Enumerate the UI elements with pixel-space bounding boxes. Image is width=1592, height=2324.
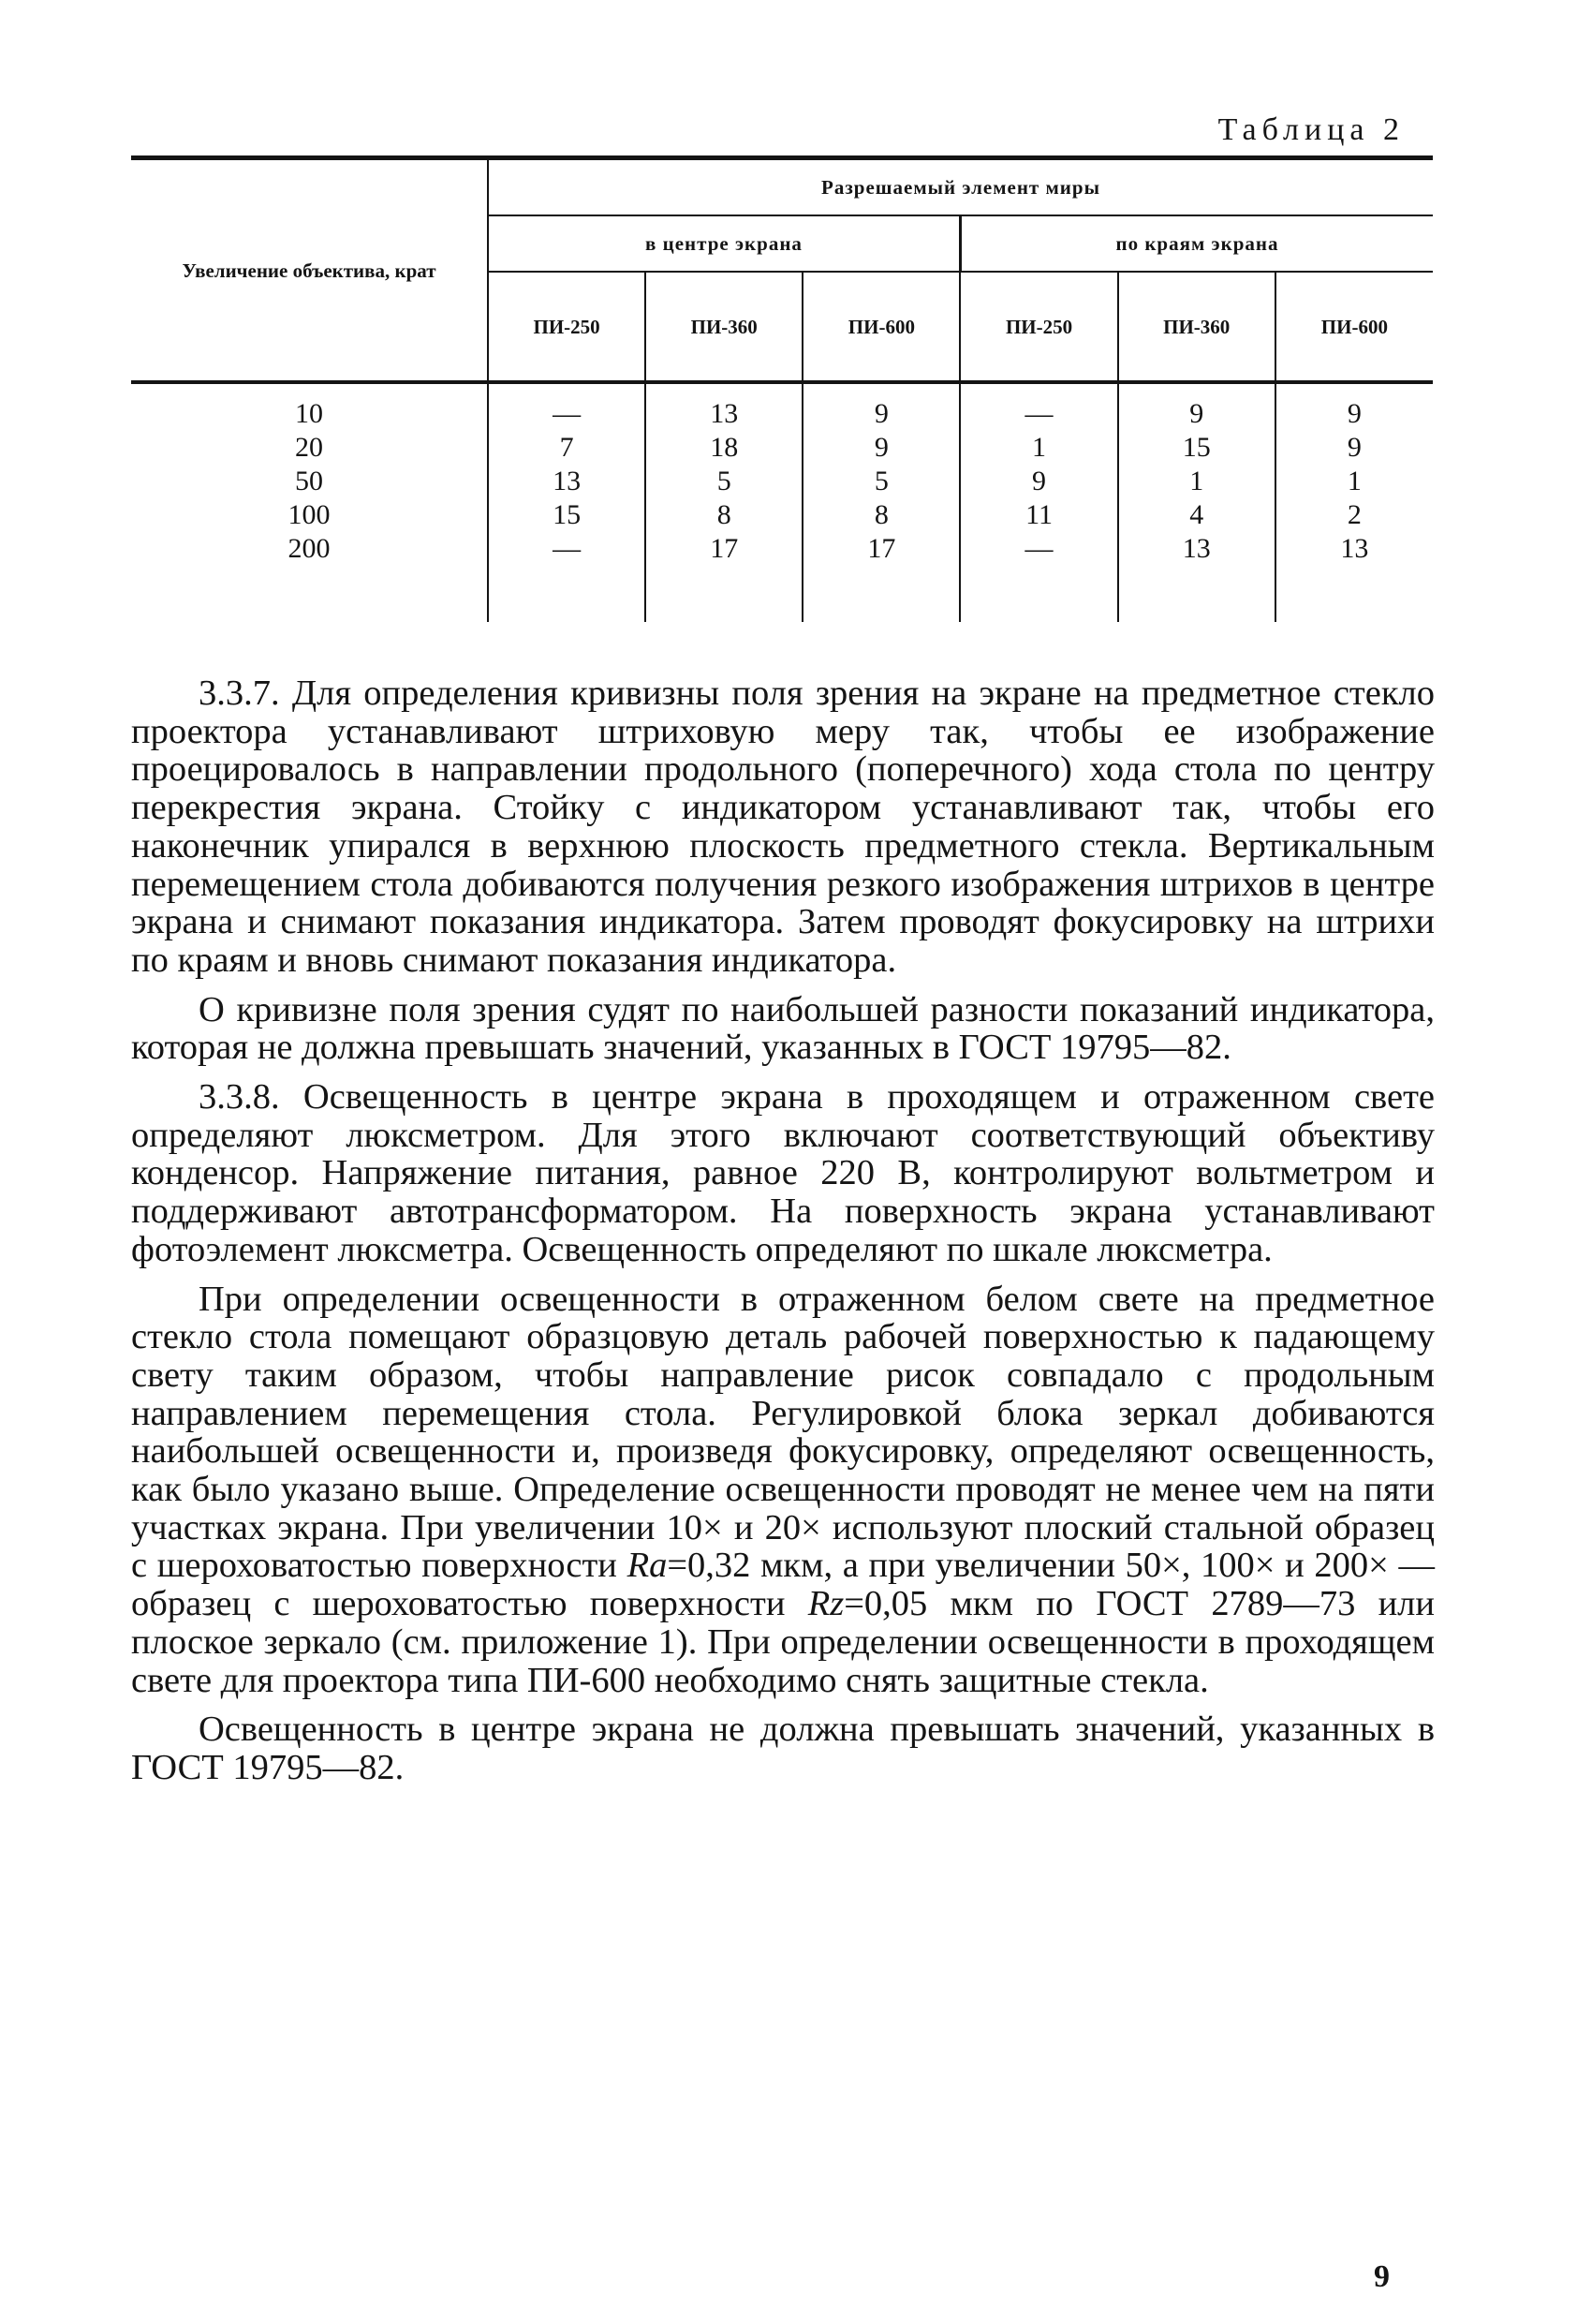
paragraph-3-3-7: 3.3.7. Для определения кривизны поля зрения на экране на предметное стекло проектора устанавливают штриховую меру так, чтобы ее изображение проецировалось в направлении продольного (поперечного) хода стола по центру перекрестия экрана. Стойку с индикатором устанавливают так, чтобы его наконечник упирался в верхнюю плоскость предметного стекла. Вертикальным перемещением стола добиваются получения резкого изображения штрихов в центре экрана и снимают показания индикатора. Затем проводят фокусировку на штрихи по краям и вновь снимают показания индикатора. [131, 674, 1435, 980]
header-center-group: в центре экрана [488, 215, 960, 272]
cell-magnification: 20 [295, 432, 323, 463]
table-row [131, 532, 1433, 566]
table-cell: — [488, 397, 645, 431]
cell-magnification: 10 [295, 398, 323, 429]
header-col-center-pi600: ПИ-600 [803, 272, 960, 380]
table-cell: 11 [960, 498, 1117, 532]
table-cell: 13 [1275, 532, 1433, 566]
table-cell: 9 [803, 431, 960, 465]
paragraph-reflected-light [131, 1280, 1435, 1700]
paragraph-text: При определении освещенности в отраженном белом свете на предметное стекло стола помещают образцовую деталь рабочей поверхностью к падающему свету таким образом, чтобы направление рисок совпадало с продольным направлением перемещения стола. Регулировкой блока зеркал добиваются наибольшей освещенности и, произведя фокусировку, определяют освещенность, как было указано выше. Определение освещенности проводят не менее чем на пяти участках экрана. При увеличении 10× и 20× используют плоский стальной образец с шероховатостью поверхности [131, 1279, 1435, 1586]
table-cell: 1 [960, 431, 1117, 465]
table-cell: 8 [645, 498, 803, 532]
table-cell: 9 [960, 465, 1117, 498]
table-cell: 9 [803, 397, 960, 431]
table-cell: 18 [645, 431, 803, 465]
table-spacer [131, 566, 1433, 622]
header-col-edge-pi250: ПИ-250 [960, 272, 1117, 380]
body-text [131, 674, 1435, 1787]
table-cell: 9 [1275, 431, 1433, 465]
header-resolved-element: Разрешаемый элемент миры [488, 160, 1433, 215]
table-row [131, 498, 1433, 532]
header-edge-group: по краям экрана [960, 215, 1433, 272]
paragraph-text: =0,32 мкм, а при увеличении 50×, 100× и 200× — образец с шероховатостью поверхности [131, 1546, 1435, 1624]
table-cell: 13 [1118, 532, 1275, 566]
roughness-symbol-ra: Ra [626, 1546, 668, 1586]
table-cell: 2 [1275, 498, 1433, 532]
table-cell: 17 [803, 532, 960, 566]
table-cell: 15 [1118, 431, 1275, 465]
table-cell: 7 [488, 431, 645, 465]
table-cell: — [488, 532, 645, 566]
resolution-table [131, 160, 1433, 622]
roughness-symbol-rz: Rz [807, 1584, 845, 1624]
paragraph-3-3-8: 3.3.8. Освещенность в центре экрана в проходящем и отраженном свете определяют люксметром. Для этого включают соответствующий объективу конденсор. Напряжение питания, равное 220 В, контролируют вольтметром и поддерживают автотрансформатором. На поверхность экрана устанавливают фотоэлемент люксметра. Освещенность определяют по шкале люксметра. [131, 1077, 1435, 1269]
header-col-center-pi360: ПИ-360 [645, 272, 803, 380]
table-cell: 4 [1118, 498, 1275, 532]
cell-magnification: 100 [287, 499, 331, 530]
table-cell: 1 [1118, 465, 1275, 498]
table-cell: 13 [488, 465, 645, 498]
table-row [131, 465, 1433, 498]
header-magnification: Увеличение объектива, крат [182, 259, 436, 282]
paragraph-curvature-evaluation: О кривизне поля зрения судят по наибольшей разности показаний индикатора, которая не должна превышать значений, указанных в ГОСТ 19795—82. [131, 989, 1435, 1068]
page-number: 9 [1374, 2259, 1390, 2294]
table-spacer [131, 382, 1433, 397]
table-cell: 9 [1275, 397, 1433, 431]
cell-magnification: 200 [287, 533, 331, 564]
header-col-edge-pi360: ПИ-360 [1118, 272, 1275, 380]
table-row [131, 397, 1433, 431]
header-col-edge-pi600: ПИ-600 [1275, 272, 1433, 380]
table-cell: — [960, 532, 1117, 566]
table-cell: 17 [645, 532, 803, 566]
table-cell: 8 [803, 498, 960, 532]
paragraph-text: =0,05 мкм по ГОСТ 2789—73 или плоское зеркало (см. приложение 1). При определении освещенности в проходящем свете для проектора типа ПИ-600 необходимо снять защитные стекла. [131, 1584, 1435, 1700]
table-cell: 13 [645, 397, 803, 431]
table-cell: 5 [803, 465, 960, 498]
cell-magnification: 50 [295, 466, 323, 496]
header-col-center-pi250: ПИ-250 [488, 272, 645, 380]
paragraph-illuminance-limit: Освещенность в центре экрана не должна превышать значений, указанных в ГОСТ 19795—82. [131, 1710, 1435, 1787]
table-row [131, 431, 1433, 465]
table-cell: 1 [1275, 465, 1433, 498]
table-cell: — [960, 397, 1117, 431]
data-table-container [131, 155, 1433, 622]
table-cell: 15 [488, 498, 645, 532]
table-caption: Таблица 2 [1217, 112, 1405, 147]
table-cell: 5 [645, 465, 803, 498]
table-cell: 9 [1118, 397, 1275, 431]
